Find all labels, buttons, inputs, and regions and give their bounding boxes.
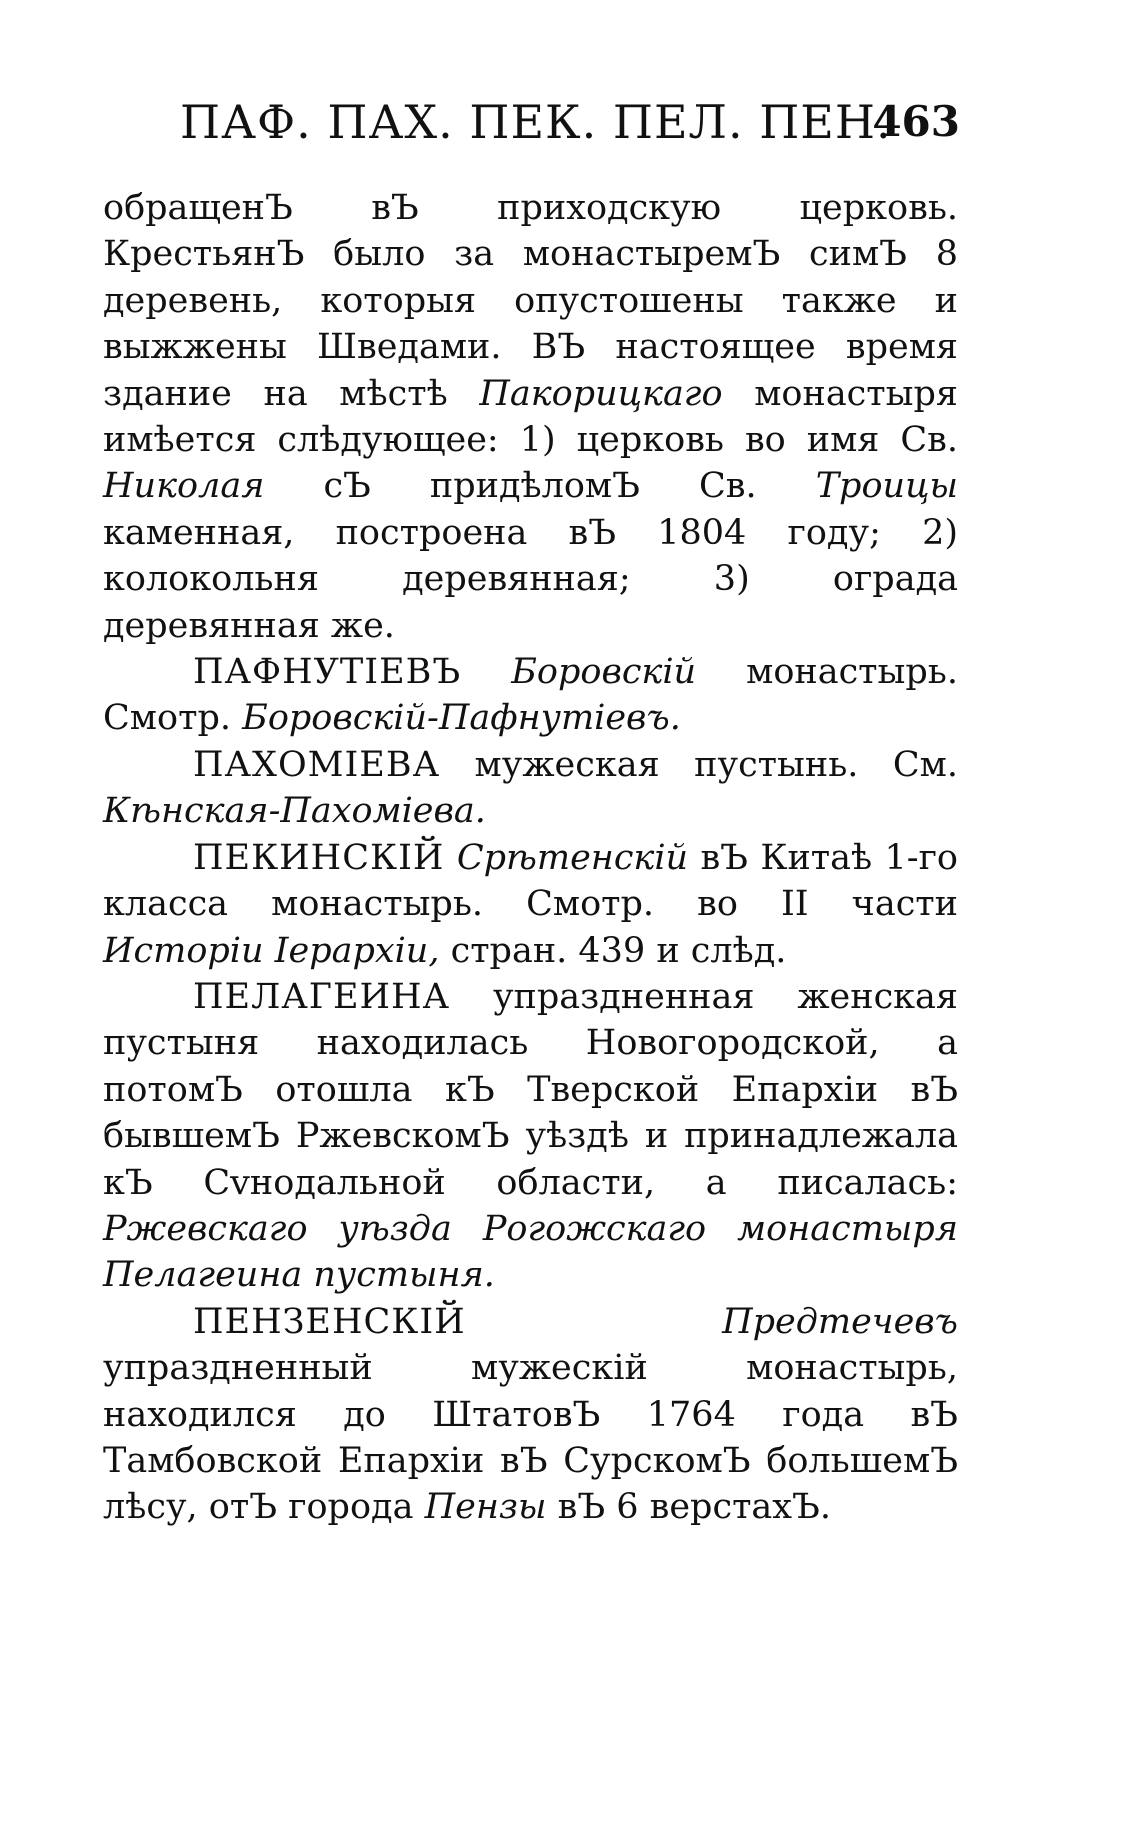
text-run: упраздненный мужескій монастырь, находился до ШтатовЪ 1764 года вЪ Тамбовской Епархіи вЪ СурскомЪ большемЪ лѣсу, отЪ города [103, 1348, 958, 1528]
italic-run: Николая [103, 466, 265, 507]
text-run: монастыря имѣется слѣдующее: 1) церковь во имя Св. [103, 373, 958, 461]
text-run: вЪ Китаѣ 1-го класса монастырь. Смотр. во II части [103, 837, 958, 925]
text-run: стран. 439 и слѣд. [439, 930, 787, 971]
italic-run: Пакорицкаго [479, 373, 723, 414]
italic-run: Предтечевъ [722, 1301, 958, 1342]
text-run: монастырь. Смотр. [103, 652, 958, 739]
text-run: мужеская пустынь. См. [440, 744, 958, 785]
text-run: упраздненная женская пустыня находилась Новогородской, а потомЪ отошла кЪ Тверской Епархіи вЪ бывшемЪ РжевскомЪ уѣздѣ и принадлежала кЪ Сvнодальной области, а писалась: [103, 976, 958, 1203]
italic-run: Пензы [424, 1487, 547, 1528]
entry-pekinskiy [103, 835, 958, 974]
text-run: каменная, построена вЪ 1804 году; 2) колокольня деревянная; 3) ограда деревянная же. [103, 512, 958, 646]
page-header [180, 95, 960, 155]
text-run: сЪ придѣломЪ Св. [264, 466, 816, 507]
text-run: обращенЪ вЪ приходскую церковь. КрестьянЪ было за монастыремЪ симЪ 8 деревень, которыя опустошены также и выжжены Шведами. ВЪ настоящее время здание на мѣстѣ [103, 188, 958, 414]
text-run [466, 1302, 722, 1342]
entry-heading: ПЕНЗЕНСКІЙ [193, 1301, 466, 1342]
text-run: вЪ 6 верстахЪ. [546, 1487, 831, 1528]
page-number: 463 [872, 97, 960, 146]
italic-run: Ржевскаго уѣзда Рогожскаго монастыря Пелагеина пустыня. [103, 1208, 958, 1296]
italic-run: Исторіи Іерархіи, [103, 930, 440, 971]
running-head: ПАФ. ПАХ. ПЕК. ПЕЛ. ПЕН. [180, 95, 892, 149]
entry-pafnutiev [103, 649, 958, 742]
paragraph-continuation [103, 185, 958, 649]
italic-run: Троицы [815, 466, 958, 507]
text-run [444, 838, 456, 878]
entry-heading: ПАХОМІЕВА [193, 744, 441, 785]
entry-pakhomieva [103, 742, 958, 835]
entry-heading: ПЕЛАГЕИНА [193, 976, 451, 1017]
entry-penzenskiy [103, 1299, 958, 1531]
text-run [461, 652, 511, 692]
italic-run: Боровскій-Пафнутіевъ. [242, 698, 681, 739]
italic-run: Боровскій [511, 652, 697, 693]
entry-pelageina [103, 974, 958, 1299]
italic-run: Срѣтенскій [456, 837, 689, 878]
entry-heading: ПЕКИНСКІЙ [193, 837, 445, 878]
italic-run: Кѣнская-Пахоміева. [103, 791, 486, 832]
entry-heading: ПАФНУТІЕВЪ [193, 652, 462, 693]
body-text [103, 185, 958, 1531]
